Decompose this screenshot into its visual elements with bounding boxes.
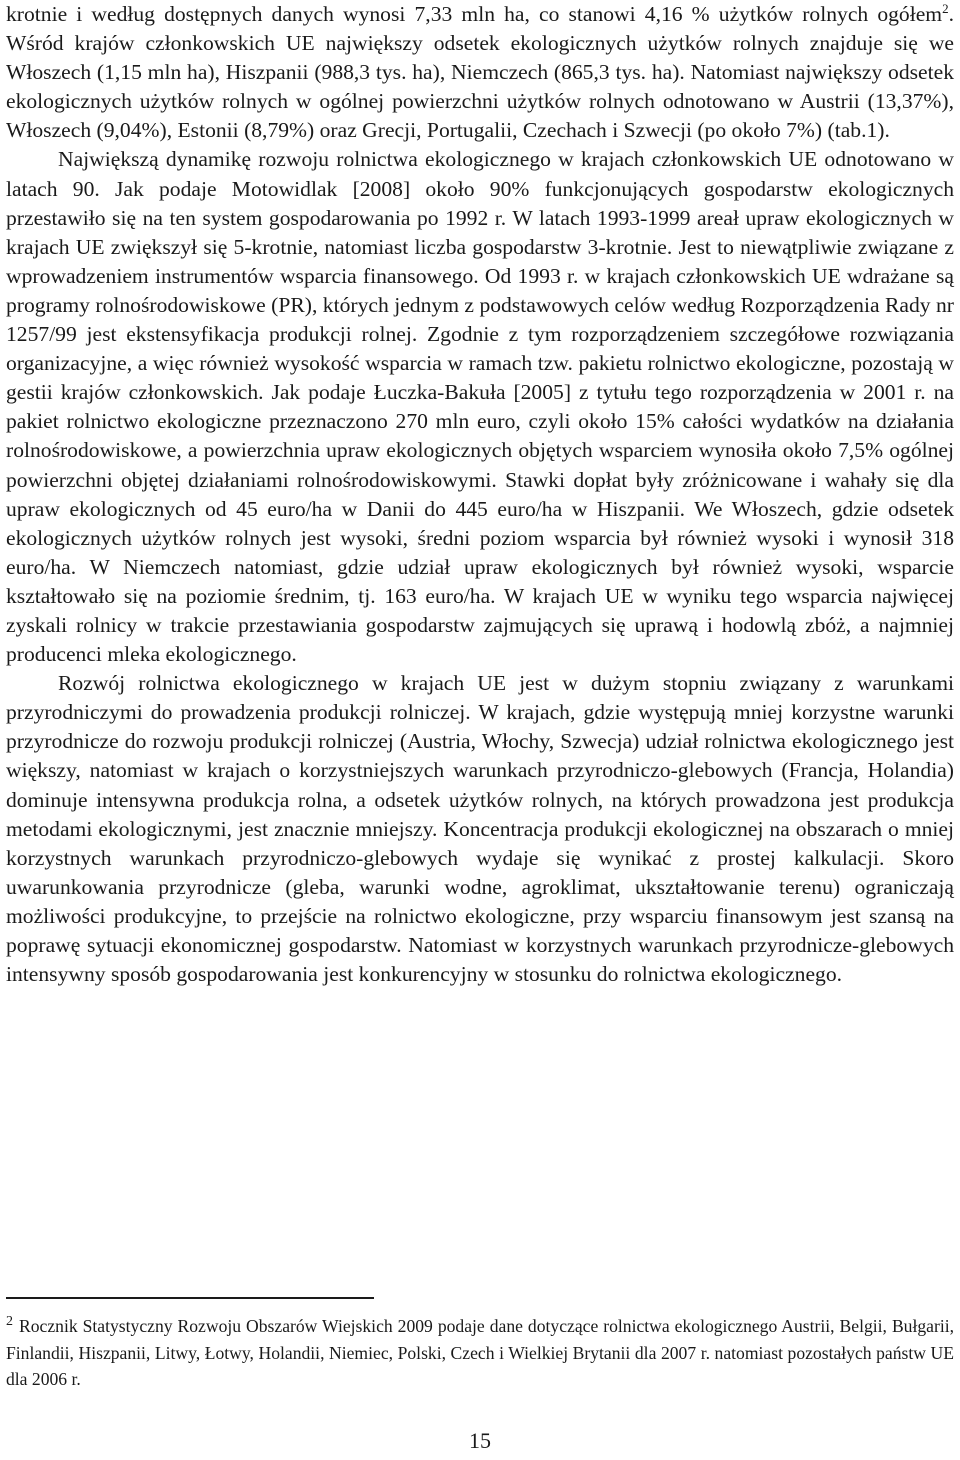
footnote-separator [6, 1297, 374, 1299]
footnote-text: Rocznik Statystyczny Rozwoju Obszarów Wiejskich 2009 podaje dane dotyczące rolnictwa ekologicznego Austrii, Belgii, Bułgarii, Finlandii, Hiszpanii, Litwy, Łotwy, Holandii, Niemiec, Polski, Czech i Wielkiej Brytanii dla 2007 r. natomiast pozostałych państw UE dla 2006 r. [6, 1316, 954, 1389]
paragraph-1 [6, 0, 954, 145]
page-number: 15 [469, 1428, 491, 1453]
paragraph-2: Największą dynamikę rozwoju rolnictwa ekologicznego w krajach członkowskich UE odnotowano w latach 90. Jak podaje Motowidlak [2008] około 90% funkcjonujących gospodarstw ekologicznych przestawiło się na ten system gospodarowania po 1992 r. W latach 1993-1999 areał upraw ekologicznych w krajach UE zwiększył się 5-krotnie, natomiast liczba gospodarstw 3-krotnie. Jest to niewątpliwie związane z wprowadzeniem instrumentów wsparcia finansowego. Od 1993 r. w krajach członkowskich UE wdrażane są programy rolnośrodowiskowe (PR), których jednym z podstawowych celów według Rozporządzenia Rady nr 1257/99 jest ekstensyfikacja produkcji rolnej. Zgodnie z tym rozporządzeniem szczegółowe rozwiązania organizacyjne, a więc również wysokość wsparcia w ramach tzw. pakietu rolnictwo ekologiczne, pozostają w gestii krajów członkowskich. Jak podaje Łuczka-Bakuła [2005] z tytułu tego rozporządzenia w 2001 r. na pakiet rolnictwo ekologiczne przeznaczono 270 mln euro, czyli około 15% całości wydatków na działania rolnośrodowiskowe, a powierzchnia upraw ekologicznych objętych wsparciem wynosiła około 7,5% ogólnej powierzchni objętej działaniami rolnośrodowiskowymi. Stawki dopłat były zróżnicowane i wahały się dla upraw ekologicznych od 45 euro/ha w Danii do 445 euro/ha w Hiszpanii. We Włoszech, gdzie odsetek ekologicznych użytków rolnych jest wysoki, średni poziom wsparcia był również wysoki i wynosił 318 euro/ha. W Niemczech natomiast, gdzie udział upraw ekologicznych był również wysoki, wsparcie kształtowało się na poziomie średnim, tj. 163 euro/ha. W krajach UE w wyniku tego wsparcia najwięcej zyskali rolnicy w trakcie przestawiania gospodarstw zajmujących się uprawą i hodowlą zbóż, a najmniej producenci mleka ekologicznego. [6, 147, 954, 667]
footnote-reference: 2 [942, 0, 949, 16]
footnote [6, 1313, 954, 1393]
document-page [6, 0, 954, 1460]
paragraph-1-text-end: . Wśród krajów członkowskich UE największy odsetek ekologicznych użytków rolnych znajduje się we Włoszech (1,15 mln ha), Hiszpanii (988,3 tys. ha), Niemczech (865,3 tys. ha). Natomiast największy odsetek ekologicznych użytków rolnych w ogólnej powierzchni użytków rolnych odnotowano w Austrii (13,37%), Włoszech (9,04%), Estonii (8,79%) oraz Grecji, Portugalii, Czechach i Szwecji (po około 7%) (tab.1). [6, 2, 954, 143]
paragraph-3: Rozwój rolnictwa ekologicznego w krajach UE jest w dużym stopniu związany z warunkami przyrodniczymi do prowadzenia produkcji rolniczej. W krajach, gdzie występują mniej korzystne warunki przyrodnicze do rozwoju produkcji rolniczej (Austria, Włochy, Szwecja) udział rolnictwa ekologicznego jest większy, natomiast w krajach o korzystniejszych warunkach przyrodniczo-glebowych (Francja, Holandia) dominuje intensywna produkcja rolna, a odsetek użytków rolnych, na których prowadzona jest produkcja metodami ekologicznymi, jest znacznie mniejszy. Koncentracja produkcji ekologicznej na obszarach o mniej korzystnych warunkach przyrodniczo-glebowych wydaje się wynikać z prostej kalkulacji. Skoro uwarunkowania przyrodnicze (gleba, warunki wodne, agroklimat, ukształtowanie terenu) ograniczają możliwości produkcyjne, to przejście na rolnictwo ekologiczne, przy wsparciu finansowym jest szansą na poprawę sytuacji ekonomicznej gospodarstw. Natomiast w korzystnych warunkach przyrodnicze-glebowych intensywny sposób gospodarowania jest konkurencyjny w stosunku do rolnictwa ekologicznego. [6, 671, 954, 987]
paragraph-1-text-start: krotnie i według dostępnych danych wynosi 7,33 mln ha, co stanowi 4,16 % użytków rolnych ogółem [6, 2, 943, 26]
body-text [6, 0, 954, 989]
footnote-number: 2 [6, 1314, 13, 1330]
